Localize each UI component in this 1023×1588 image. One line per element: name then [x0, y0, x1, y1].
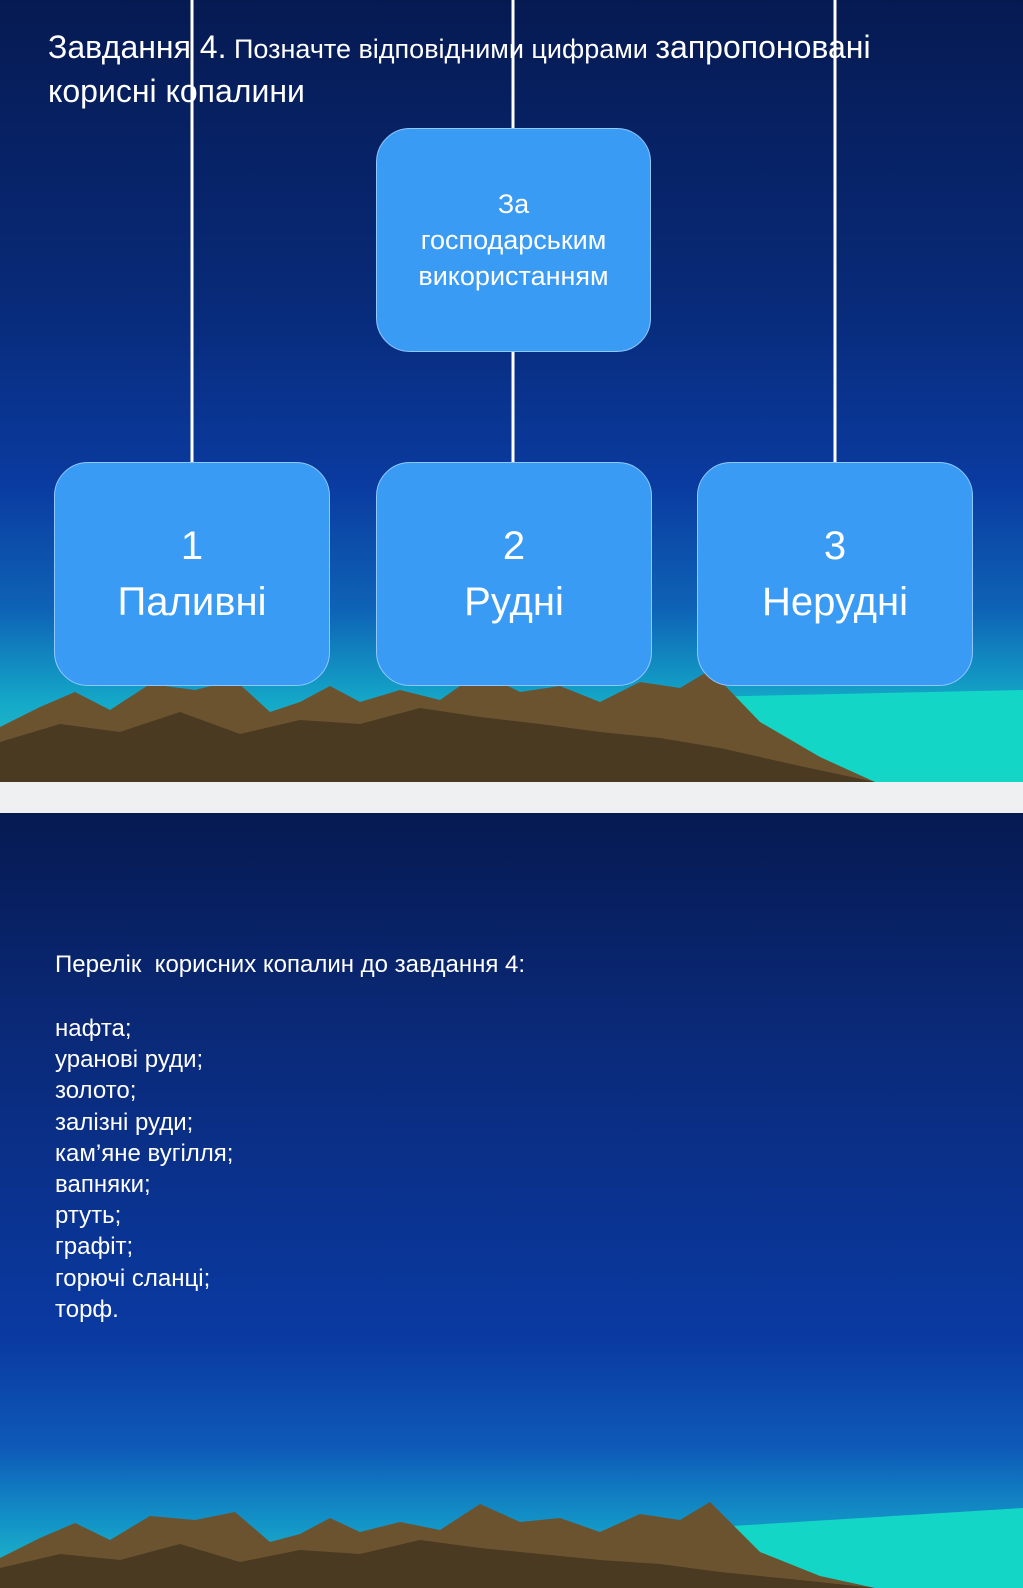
title-main: Завдання 4.: [48, 29, 227, 65]
slide-divider: [0, 782, 1023, 813]
list-item: золото;: [55, 1077, 137, 1105]
category-box-nonmetal: [697, 462, 973, 686]
minerals-list: [55, 1013, 233, 1325]
slide-minerals-list: [0, 813, 1023, 1588]
category-number: 3: [823, 524, 847, 568]
root-box-line-3: використанням: [418, 261, 609, 291]
list-item: вапняки;: [55, 1171, 151, 1199]
list-item: залізні руди;: [55, 1108, 194, 1136]
slide-title: [48, 26, 978, 112]
category-box-fuel: [54, 462, 330, 686]
category-number: 1: [180, 524, 204, 568]
root-box-line-2: господарським: [420, 225, 607, 255]
list-item: горючі сланці;: [55, 1264, 211, 1292]
list-item: торф.: [55, 1295, 119, 1323]
list-item: уранові руди;: [55, 1046, 204, 1074]
category-label: Рудні: [464, 580, 564, 624]
root-box: [376, 128, 651, 352]
category-label: Нерудні: [762, 580, 908, 624]
slide-diagram: [0, 0, 1023, 782]
list-item: кам’яне вугілля;: [55, 1139, 234, 1167]
title-tail: запропоновані корисні копалини: [48, 29, 871, 109]
mountains-illustration: [0, 1468, 1023, 1588]
category-box-ore: [376, 462, 652, 686]
category-number: 2: [502, 524, 526, 568]
list-item: ртуть;: [55, 1202, 122, 1230]
list-item: графіт;: [55, 1233, 134, 1261]
root-box-line-1: За: [497, 189, 530, 219]
category-label: Паливні: [117, 580, 267, 624]
list-item: нафта;: [55, 1015, 132, 1042]
title-rest: Позначте відповідними цифрами: [226, 34, 656, 64]
list-heading: Перелік корисних копалин до завдання 4:: [55, 951, 526, 978]
